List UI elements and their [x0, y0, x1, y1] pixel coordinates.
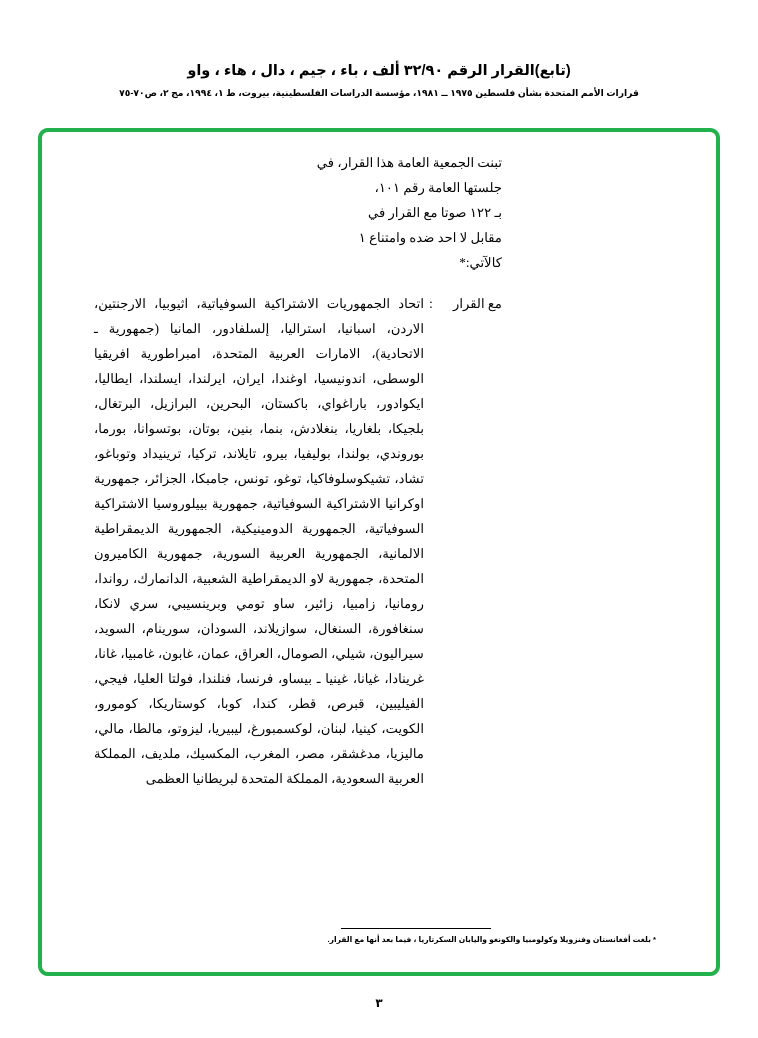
intro-paragraph	[172, 150, 502, 275]
footnote-text: * بلغت أفغانستان وفنزويلا وكولومبيا والكونغو واليابان السكرتاريا ، فيما بعد أنها مع القرار.	[327, 935, 656, 945]
vote-label: مع القرار	[452, 296, 502, 311]
vote-colon: :	[429, 296, 433, 311]
document-header	[0, 62, 758, 100]
intro-line-3: بـ ١٢٢ صوتا مع القرار في	[367, 205, 502, 220]
green-border-frame	[38, 128, 720, 976]
intro-line-4: مقابل لا احد ضده وامتناع ١	[358, 230, 502, 245]
footnote-section	[256, 928, 656, 946]
document-title: (تابع)القرار الرقم ٣٢/٩٠ ألف ، باء ، جيم ، دال ، هاء ، واو	[187, 63, 571, 79]
footnote-divider	[341, 928, 491, 929]
document-source-line: قرارات الأمم المتحدة بشأن فلسطين ١٩٧٥ ــ ١٩٨١، مؤسسة الدراسات الفلسطينية، بيروت، ط ١، ١٩٩٤، مج ٢، ص٧٠-٧٥	[119, 87, 639, 98]
document-body	[42, 150, 716, 791]
intro-line-2: جلستها العامة رقم ١٠١،	[374, 180, 502, 195]
vote-section	[60, 291, 502, 791]
page-number: ٣	[375, 996, 383, 1010]
vote-country-list-text: اتحاد الجمهوريات الاشتراكية السوفياتية، اثيوبيا، الارجنتين، الاردن، اسبانيا، استراليا، إلسلفادور، المانيا (جمهورية ـ الاتحادية)، الامارات العربية المتحدة، امبراطورية افريقيا الوسطى، اندونيسيا، اوغندا، ايران، ايرلندا، ايسلندا، ايطاليا، ايكوادور، باراغواي، باكستان، البحرين، البرازيل، البرتغال، بلجيكا، بلغاريا، بنغلادش، بنما، بنين، بوتان، بوتسوانا، بورما، بوروندي، بولندا، بوليفيا، بيرو، تايلاند، تركيا، ترينيداد وتوباغو، تشاد، تشيكوسلوفاكيا، توغو، تونس، جامبكا، الجزائر، جمهورية اوكرانيا الاشتراكية السوفياتية، جمهورية بييلوروسيا الاشتراكية السوفياتية، الجمهورية الدومينيكية، الجمهورية الديمقراطية الالمانية، الجمهورية العربية السورية، جمهورية الكاميرون المتحدة، جمهورية لاو الديمقراطية الشعبية، الدانمارك، رواندا، رومانيا، زامبيا، زائير، ساو تومي وبرينسيبي، سري لانكا، سنغافورة، السنغال، سوازيلاند، السودان، سورينام، السويد، سيراليون، شيلي، الصومال، العراق، عمان، غابون، غامبيا، غانا، غرينادا، غيانا، غينيا ـ بيساو، فرنسا، فنلندا، فولتا العليا، فيجي، الفيليبين، قبرص، قطر، كندا، كوبا، كوستاريكا، كومورو، الكويت، كينيا، لبنان، لوكسمبورغ، ليبيريا، ليزوتو، مالطا، مالي، ماليزيا، مدغشقر، مصر، المغرب، المكسيك، ملديف، المملكة العربية السعودية، المملكة المتحدة لبريطانيا العظمى	[94, 296, 424, 786]
intro-line-1: تبنت الجمعية العامة هذا القرار، في	[316, 155, 502, 170]
vote-country-list	[94, 291, 424, 791]
intro-line-5: كالآتي:*	[459, 255, 502, 270]
